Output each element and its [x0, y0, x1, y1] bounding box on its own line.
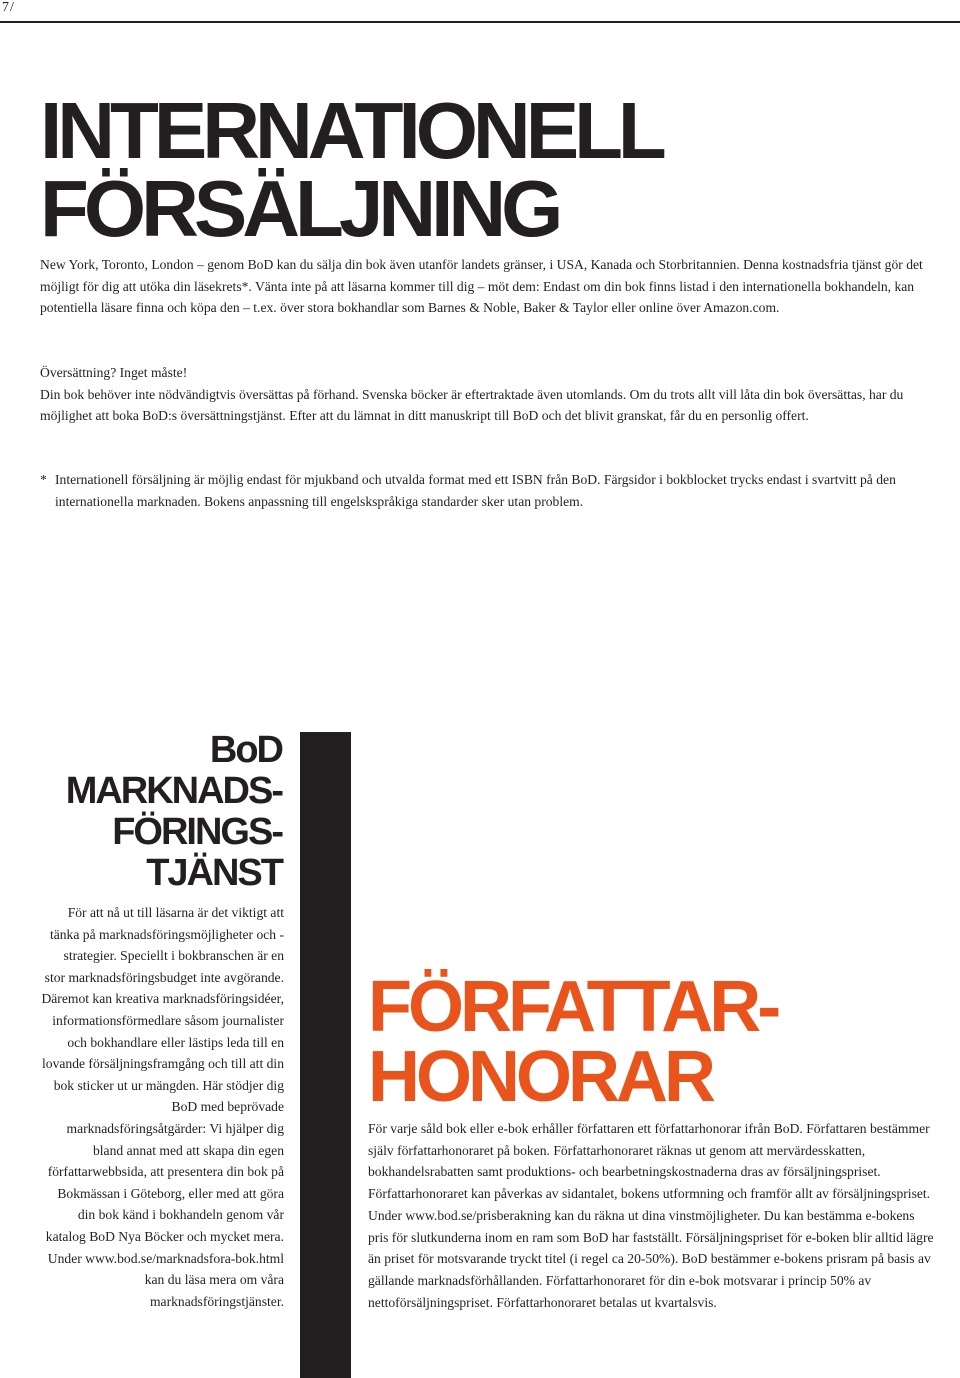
top-rule: [0, 21, 960, 23]
marketing-title-line-1: BoD: [209, 729, 282, 771]
translation-section: [40, 362, 930, 427]
footnote-marker: *: [40, 472, 47, 487]
page-title: [40, 86, 662, 253]
royalty-title-line-1: FÖRFATTAR-: [368, 967, 778, 1047]
footnote: [40, 469, 920, 512]
marketing-paragraph: För att nå ut till läsarna är det viktigt att tänka på marknadsföringsmöjligheter och -strategier. Speciellt i bokbranschen är en stor marknadsföringsbudget inte avgörande. Däremot kan kreativa marknadsföringsidéer, informationsförmedlare såsom journalister och bokhandlare eller lästips leda till en lovande försäljningsframgång och till att din bok sticker ut ur mängden. Här stödjer dig BoD med beprövade marknadsföringsåtgärder: Vi hjälper dig bland annat med att skapa din egen författarwebbsida, att presentera din bok på Bokmässan i Göteborg, eller med att göra din bok känd i bokhandeln genom vår katalog BoD Nya Böcker och mycket mera. Under www.bod.se/marknadsfora-bok.html kan du läsa mera om våra marknadsföringstjänster.: [41, 905, 284, 1309]
footnote-text: Internationell försäljning är möjlig endast för mjukband och utvalda format med ett ISBN från BoD. Färgsidor i bokblocket trycks endast i svartvitt på den internationella marknaden. Bokens anpassning till engelskspråkiga standarder sker utan problem.: [55, 472, 896, 509]
intro-paragraph: New York, Toronto, London – genom BoD kan du sälja din bok även utanför landets gränser, i USA, Kanada och Storbritannien. Denna kostnadsfria tjänst gör det möjligt för dig att utöka din läsekrets*. Vänta inte på att läsarna kommer till dig – möt dem: Endast om din bok finns listad i den internationella bokhandeln, kan potentiella läsare finna och köpa den – t.ex. över stora bokhandlar som Barnes & Noble, Baker & Taylor eller online över Amazon.com.: [40, 257, 923, 316]
translation-heading: Översättning? Inget måste!: [40, 365, 188, 380]
marketing-title-line-4: TJÄNST: [146, 852, 282, 894]
royalty-paragraph: För varje såld bok eller e-bok erhåller författaren ett författarhonorar ifrån BoD. Författaren bestämmer själv författarhonoraret på boken. Författarhonoraret räknas ut genom att mervärdesskatten, bokhandelsrabatten samt produktions- och bearbetningskostnaderna dras av försäljningspriset. Författarhonoraret kan påverkas av sidantalet, bokens utformning och framför allt av försäljningspriset. Under www.bod.se/prisberakning kan du räkna ut dina vinstmöjligheter. Du kan bestämma e-bokens pris för slutkunderna inom en ram som BoD har fastställt. Försäljningspriset för e-boken blir alltid lägre än priset för motsvarande tryckt titel (i regel ca 20-50%). BoD bestämmer e-bokens prisram på basis av gällande marknadsförhållanden. Författarhonoraret för din e-bok motsvarar i princip 50% av nettoförsäljningspriset. Författarhonoraret betalas ut kvartalsvis.: [368, 1121, 934, 1310]
translation-paragraph: Din bok behöver inte nödvändigtvis översättas på förhand. Svenska böcker är eftertraktade även utomlands. Om du trots allt vill låta din bok översättas, har du möjlighet att boka BoD:s översättningstjänst. Efter att du lämnat in ditt manuskript till BoD och det blivit granskat, får du en personlig offert.: [40, 386, 904, 424]
page-title-line-1: INTERNATIONELL: [40, 86, 662, 175]
page-title-line-2: FÖRSÄLJNING: [40, 164, 559, 253]
marketing-title: [66, 730, 282, 894]
page-number: 7/: [2, 0, 15, 15]
vertical-divider-bar: [300, 732, 351, 1378]
royalty-title: [368, 967, 778, 1117]
marketing-title-line-3: FÖRINGS-: [112, 811, 282, 853]
marketing-title-line-2: MARKNADS-: [65, 770, 282, 812]
royalty-title-line-2: HONORAR: [368, 1037, 712, 1117]
